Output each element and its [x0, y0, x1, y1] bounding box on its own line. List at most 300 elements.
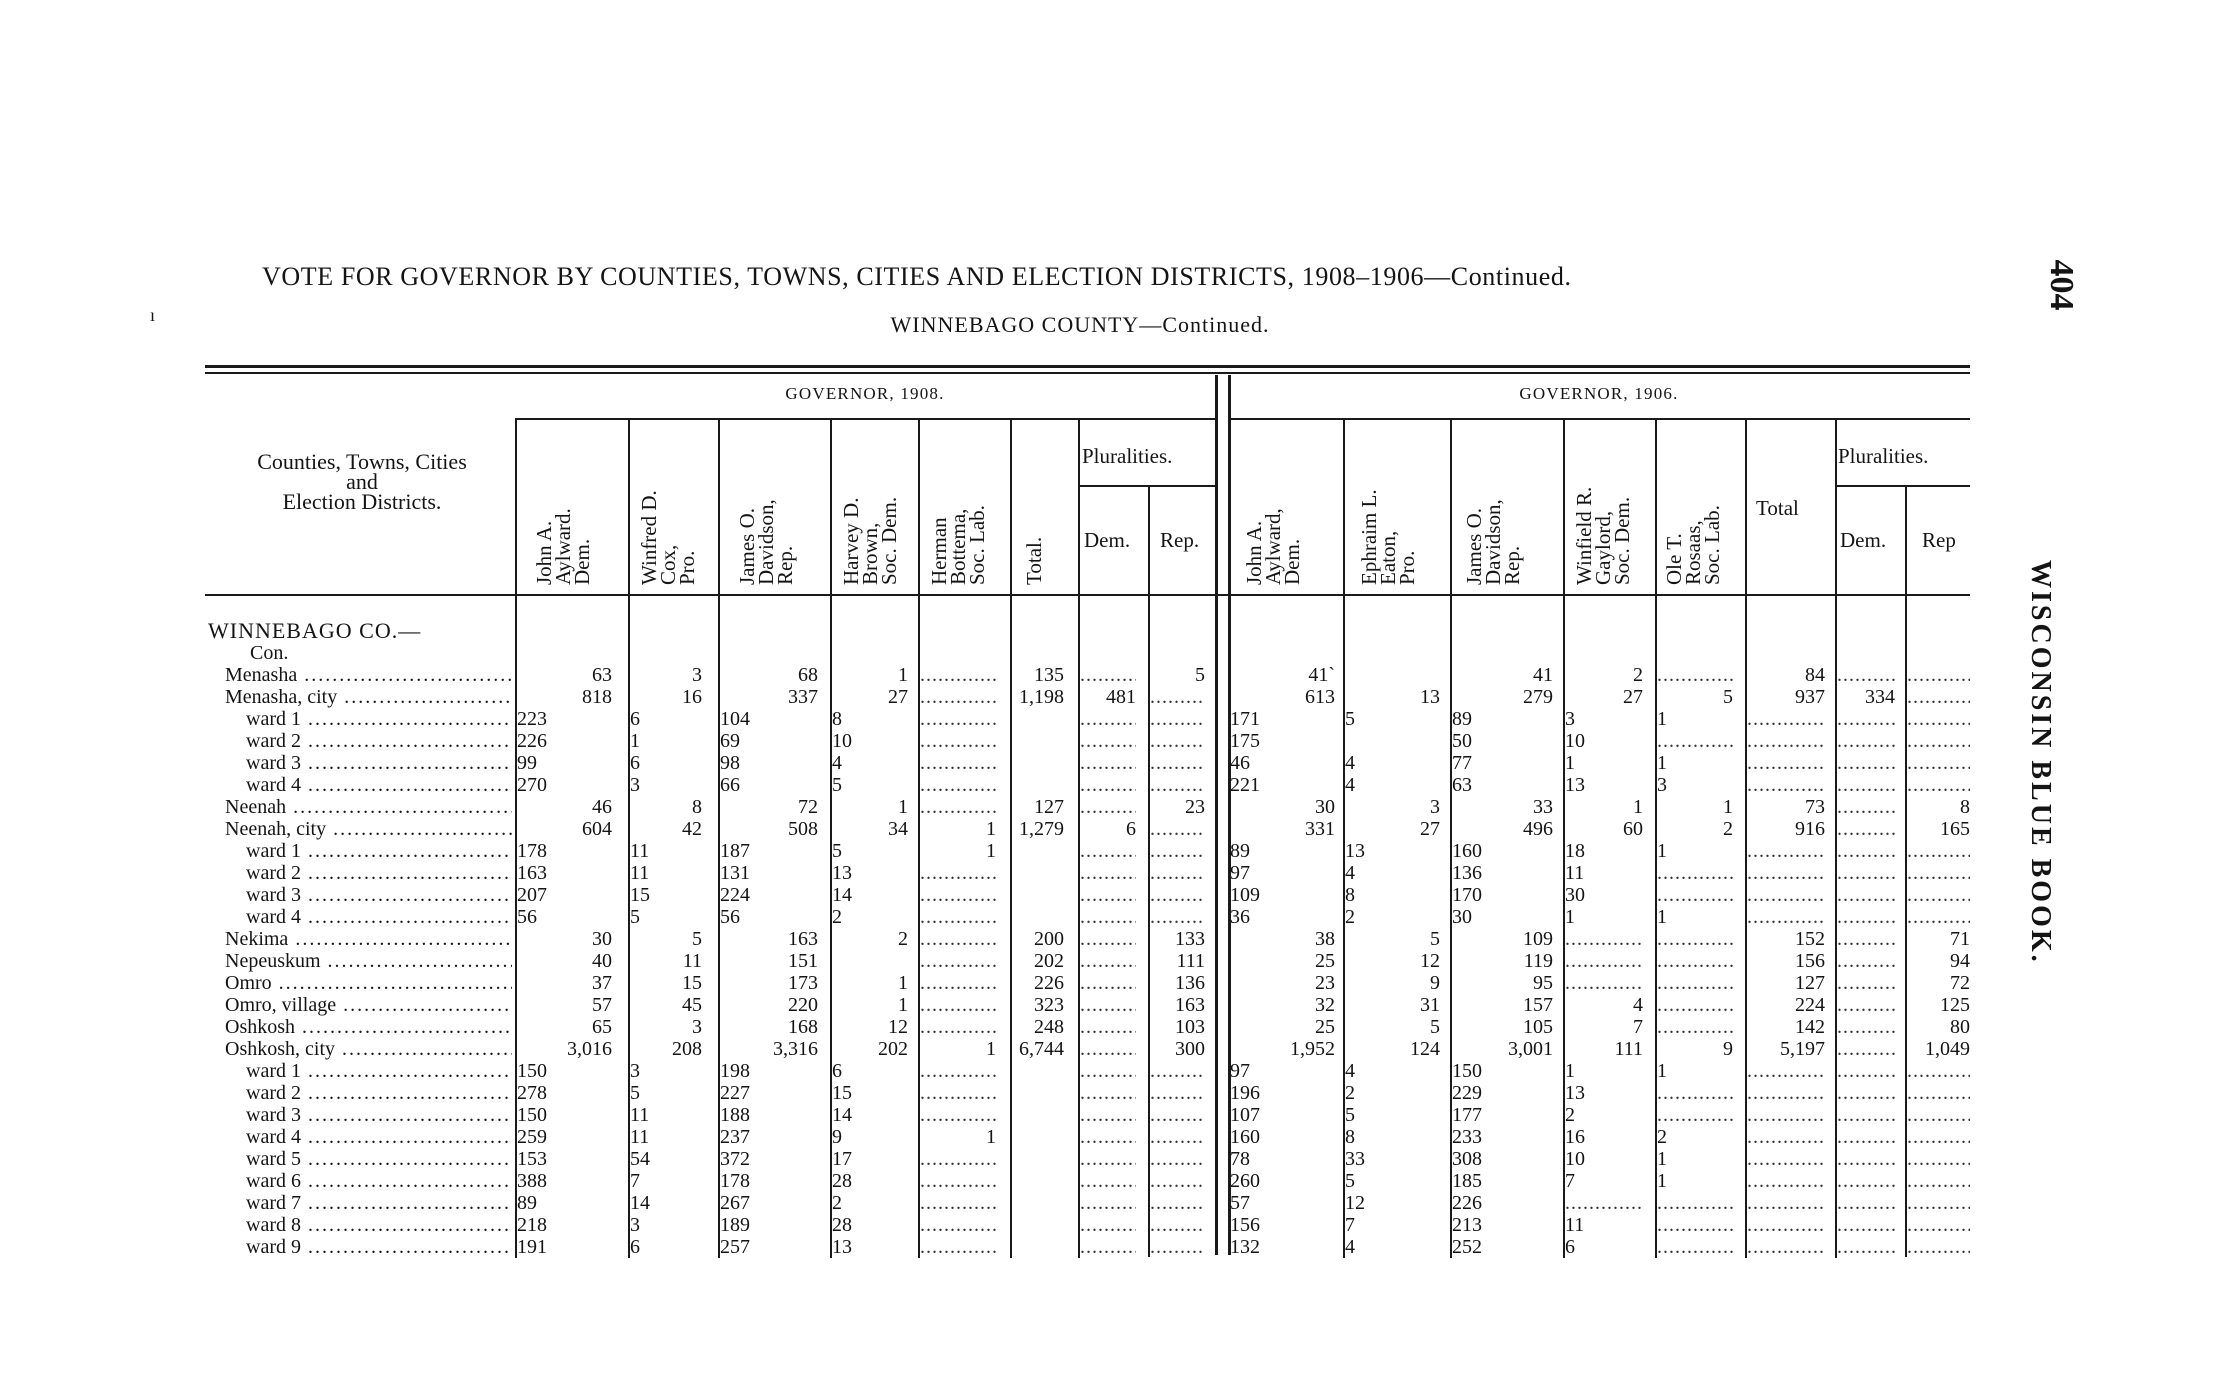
table-cell: 11: [630, 862, 650, 884]
candidate-header-line: James O.: [1462, 508, 1486, 585]
table-cell: [1012, 1082, 1064, 1104]
table-cell: 7: [630, 1170, 640, 1192]
table-cell: 28: [832, 1214, 852, 1236]
candidate-header-line: Pro.: [675, 550, 699, 585]
table-cell: 208: [672, 1038, 702, 1060]
candidate-header-line: Dem.: [1280, 538, 1304, 585]
table-cell: [1080, 730, 1136, 752]
table-cell: 89: [517, 1192, 537, 1214]
rep-header-1906: Rep: [1922, 528, 1956, 552]
table-cell: 32: [1315, 994, 1335, 1016]
table-cell: [1747, 884, 1825, 906]
table-cell: [920, 1104, 996, 1126]
table-cell: 1: [986, 1038, 996, 1060]
table-cell: 136: [1452, 862, 1482, 884]
table-cell: [1345, 664, 1440, 686]
table-cell: 13: [832, 862, 852, 884]
table-cell: [1012, 862, 1064, 884]
candidate-header-line: Davidson,: [754, 499, 778, 585]
table-cell: 105: [1523, 1016, 1553, 1038]
table-cell: [1150, 708, 1205, 730]
table-cell: 3: [630, 1214, 640, 1236]
table-cell: 16: [682, 686, 702, 708]
table-cell: 200: [1034, 928, 1064, 950]
table-cell: 6: [832, 1060, 842, 1082]
table-cell: 1: [1657, 840, 1667, 862]
table-cell: [1837, 1126, 1895, 1148]
table-cell: 1: [898, 994, 908, 1016]
table-cell: 308: [1452, 1148, 1482, 1170]
table-cell: 135: [1034, 664, 1064, 686]
table-cell: [1907, 664, 1970, 686]
table-cell: 916: [1795, 818, 1825, 840]
table-cell: [1657, 928, 1733, 950]
table-cell: 173: [788, 972, 818, 994]
table-cell: 11: [630, 840, 650, 862]
table-cell: 11: [682, 950, 702, 972]
table-cell: [1907, 730, 1970, 752]
table-cell: 2: [832, 1192, 842, 1214]
table-cell: 260: [1230, 1170, 1260, 1192]
top-rule-2: [205, 372, 1970, 374]
table-cell: 202: [878, 1038, 908, 1060]
table-cell: [1747, 708, 1825, 730]
candidate-header-line: Rep.: [1500, 545, 1524, 585]
table-cell: [920, 1170, 996, 1192]
table-cell: 1: [898, 972, 908, 994]
group-header-1908: GOVERNOR, 1908.: [785, 384, 945, 403]
table-cell: 337: [788, 686, 818, 708]
table-cell: 1: [1657, 708, 1667, 730]
table-cell: 131: [720, 862, 750, 884]
table-cell: [1012, 1148, 1064, 1170]
table-row: [0, 1214, 2218, 1236]
table-cell: 13: [832, 1236, 852, 1258]
table-cell: [1150, 884, 1205, 906]
table-cell: [1907, 1060, 1970, 1082]
table-cell: [1080, 906, 1136, 928]
table-cell: 133: [1175, 928, 1205, 950]
table-cell: [1345, 730, 1440, 752]
table-cell: [1747, 1214, 1825, 1236]
candidate-header: [532, 508, 594, 585]
table-cell: [1012, 708, 1064, 730]
table-cell: [1837, 972, 1895, 994]
table-cell: 56: [517, 906, 537, 928]
table-cell: 170: [1452, 884, 1482, 906]
candidate-header: [1572, 486, 1634, 585]
table-cell: 15: [682, 972, 702, 994]
table-cell: 14: [832, 1104, 852, 1126]
table-cell: [1012, 840, 1064, 862]
candidate-header-line: Pro.: [1395, 550, 1419, 585]
table-cell: [1747, 1126, 1825, 1148]
row-label: Nekima .....: [225, 928, 512, 950]
table-cell: [920, 752, 996, 774]
table-cell: [1012, 884, 1064, 906]
table-cell: 227: [720, 1082, 750, 1104]
table-cell: 8: [832, 708, 842, 730]
candidate-header-line: John A.: [1242, 520, 1266, 585]
table-cell: [920, 928, 996, 950]
table-cell: 270: [517, 774, 547, 796]
table-cell: [1747, 774, 1825, 796]
table-cell: 1: [898, 796, 908, 818]
table-cell: 188: [720, 1104, 750, 1126]
table-cell: [1907, 1236, 1970, 1258]
table-cell: 6: [630, 752, 640, 774]
table-cell: [1837, 994, 1895, 1016]
table-cell: 157: [1523, 994, 1553, 1016]
table-cell: 60: [1623, 818, 1643, 840]
table-cell: 323: [1034, 994, 1064, 1016]
table-cell: [1747, 862, 1825, 884]
candidate-header-line: Aylward,: [1261, 508, 1285, 585]
row-label: ward 4 .....: [246, 774, 512, 796]
table-cell: 36: [1230, 906, 1250, 928]
table-row: [0, 950, 2218, 972]
table-row: [0, 1126, 2218, 1148]
table-cell: 8: [1960, 796, 1970, 818]
table-cell: 229: [1452, 1082, 1482, 1104]
table-cell: [1080, 1192, 1136, 1214]
table-cell: 127: [1795, 972, 1825, 994]
table-cell: 6: [630, 1236, 640, 1258]
table-cell: [1080, 796, 1136, 818]
table-cell: [920, 906, 996, 928]
table-cell: 252: [1452, 1236, 1482, 1258]
table-row: [0, 642, 2218, 664]
table-cell: [920, 884, 996, 906]
top-rule: [205, 365, 1970, 368]
table-cell: 3: [1430, 796, 1440, 818]
table-cell: [1747, 906, 1825, 928]
table-cell: [1657, 664, 1733, 686]
table-cell: 604: [582, 818, 612, 840]
table-cell: [1907, 862, 1970, 884]
table-cell: 57: [1230, 1192, 1250, 1214]
table-cell: 1: [1565, 906, 1575, 928]
table-cell: 13: [1420, 686, 1440, 708]
table-row: [0, 818, 2218, 840]
table-cell: 372: [720, 1148, 750, 1170]
table-cell: [1657, 994, 1733, 1016]
table-cell: 1: [1657, 906, 1667, 928]
table-cell: 9: [832, 1126, 842, 1148]
table-cell: 98: [720, 752, 740, 774]
table-cell: [1837, 1104, 1895, 1126]
table-cell: 132: [1230, 1236, 1260, 1258]
table-row: [0, 840, 2218, 862]
row-label: ward 2 .....: [246, 862, 512, 884]
table-cell: 50: [1452, 730, 1472, 752]
table-cell: 171: [1230, 708, 1260, 730]
table-cell: 5: [1195, 664, 1205, 686]
table-cell: 18: [1565, 840, 1585, 862]
candidate-header-line: James O.: [735, 508, 759, 585]
table-cell: 1: [1723, 796, 1733, 818]
table-cell: 6: [1126, 818, 1136, 840]
table-cell: [1907, 884, 1970, 906]
table-cell: 226: [1452, 1192, 1482, 1214]
group-rule-1906: [1228, 418, 1970, 420]
table-cell: 178: [517, 840, 547, 862]
table-cell: 68: [798, 664, 818, 686]
table-cell: 2: [898, 928, 908, 950]
table-cell: [1837, 840, 1895, 862]
table-cell: 33: [1345, 1148, 1365, 1170]
table-cell: [1657, 972, 1733, 994]
row-label: ward 3 .....: [246, 1104, 512, 1126]
table-row: [0, 686, 2218, 708]
table-cell: [1657, 884, 1733, 906]
candidate-header-line: Bottema,: [946, 508, 970, 585]
table-cell: 111: [1614, 1038, 1643, 1060]
table-cell: [1150, 1104, 1205, 1126]
table-cell: [920, 994, 996, 1016]
table-cell: 1,279: [1019, 818, 1064, 840]
table-cell: 78: [1230, 1148, 1250, 1170]
table-cell: [1080, 1214, 1136, 1236]
stub-header-line-2: and: [346, 469, 378, 494]
table-cell: 63: [592, 664, 612, 686]
table-row: [0, 796, 2218, 818]
table-cell: [1837, 1192, 1895, 1214]
table-cell: 111: [1176, 950, 1205, 972]
table-cell: 27: [1420, 818, 1440, 840]
table-cell: [1012, 1060, 1064, 1082]
candidate-header: [1357, 489, 1419, 585]
dem-header-1908: Dem.: [1084, 528, 1131, 552]
table-cell: [920, 774, 996, 796]
table-cell: 163: [1175, 994, 1205, 1016]
table-cell: 45: [682, 994, 702, 1016]
table-cell: [920, 1214, 996, 1236]
table-cell: [1907, 1148, 1970, 1170]
row-label: Oshkosh, city .....: [225, 1038, 512, 1060]
table-cell: 99: [517, 752, 537, 774]
table-cell: 218: [517, 1214, 547, 1236]
table-cell: 223: [517, 708, 547, 730]
pluralities-header-1906: Pluralities.: [1838, 444, 1929, 468]
table-cell: 5: [630, 906, 640, 928]
table-cell: 5: [832, 840, 842, 862]
table-cell: 97: [1230, 1060, 1250, 1082]
table-cell: 1: [1657, 1148, 1667, 1170]
candidate-header-line: Soc. Lab.: [1700, 505, 1724, 585]
table-cell: [1907, 1170, 1970, 1192]
table-cell: 89: [1452, 708, 1472, 730]
table-cell: 109: [1523, 928, 1553, 950]
table-cell: 12: [1345, 1192, 1365, 1214]
table-cell: 334: [1865, 686, 1895, 708]
table-cell: 124: [1410, 1038, 1440, 1060]
table-cell: [1012, 774, 1064, 796]
table-cell: [1837, 1082, 1895, 1104]
table-cell: 15: [832, 1082, 852, 1104]
table-cell: 237: [720, 1126, 750, 1148]
table-cell: [1837, 708, 1895, 730]
table-cell: 72: [1950, 972, 1970, 994]
table-cell: 150: [517, 1060, 547, 1082]
table-cell: 80: [1950, 1016, 1970, 1038]
table-cell: 156: [1230, 1214, 1260, 1236]
table-cell: 42: [682, 818, 702, 840]
total-header-1906: Total: [1756, 496, 1799, 520]
candidate-header: [1462, 499, 1524, 585]
table-cell: [1837, 664, 1895, 686]
table-cell: [920, 1082, 996, 1104]
table-cell: [920, 1236, 996, 1258]
row-label: ward 2 .....: [246, 730, 512, 752]
table-cell: 97: [1230, 862, 1250, 884]
candidate-header-line: Davidson,: [1481, 499, 1505, 585]
table-cell: 267: [720, 1192, 750, 1214]
table-cell: [1907, 906, 1970, 928]
candidate-header-line: Ole T.: [1662, 533, 1686, 585]
table-cell: [1747, 752, 1825, 774]
row-label: ward 1 .....: [246, 1060, 512, 1082]
table-cell: 481: [1106, 686, 1136, 708]
table-cell: [1565, 928, 1643, 950]
table-cell: 5: [1345, 708, 1355, 730]
table-cell: 151: [788, 950, 818, 972]
table-cell: 56: [720, 906, 740, 928]
table-cell: [1150, 752, 1205, 774]
table-cell: [1080, 884, 1136, 906]
table-cell: 5: [692, 928, 702, 950]
table-cell: 153: [517, 1148, 547, 1170]
table-cell: [920, 1192, 996, 1214]
table-cell: 12: [1420, 950, 1440, 972]
table-cell: 279: [1523, 686, 1553, 708]
dem-header-1906: Dem.: [1840, 528, 1887, 552]
table-cell: [1080, 1082, 1136, 1104]
table-cell: 23: [1315, 972, 1335, 994]
table-cell: 10: [1565, 1148, 1585, 1170]
table-cell: [1747, 1236, 1825, 1258]
group-header-1906: GOVERNOR, 1906.: [1519, 384, 1679, 403]
page-title: VOTE FOR GOVERNOR BY COUNTIES, TOWNS, CITIES AND ELECTION DISTRICTS, 1908–1906—Continued.: [262, 262, 1572, 291]
row-label: ward 2 .....: [246, 1082, 512, 1104]
table-cell: 4: [1345, 774, 1355, 796]
table-cell: 1: [986, 818, 996, 840]
table-cell: 69: [720, 730, 740, 752]
table-cell: [1150, 1192, 1205, 1214]
table-cell: [1907, 686, 1970, 708]
table-cell: 2: [1345, 1082, 1355, 1104]
table-cell: 818: [582, 686, 612, 708]
table-cell: 150: [517, 1104, 547, 1126]
table-cell: 226: [517, 730, 547, 752]
table-cell: 1: [1657, 1170, 1667, 1192]
table-cell: [1080, 1016, 1136, 1038]
table-cell: 1: [986, 840, 996, 862]
table-cell: 84: [1805, 664, 1825, 686]
table-cell: [1150, 840, 1205, 862]
table-cell: [1150, 1214, 1205, 1236]
table-cell: 66: [720, 774, 740, 796]
table-cell: 14: [630, 1192, 650, 1214]
table-cell: 224: [1795, 994, 1825, 1016]
table-cell: 13: [1565, 774, 1585, 796]
table-cell: 13: [1345, 840, 1365, 862]
table-cell: [1565, 972, 1643, 994]
table-cell: [1837, 1170, 1895, 1192]
table-cell: 5: [1430, 1016, 1440, 1038]
table-cell: [1907, 840, 1970, 862]
candidate-header: [637, 490, 699, 585]
table-cell: 12: [888, 1016, 908, 1038]
pluralities-header-1908: Pluralities.: [1082, 444, 1173, 468]
table-cell: [1080, 1170, 1136, 1192]
table-cell: 4: [1633, 994, 1643, 1016]
table-cell: 11: [1565, 862, 1585, 884]
table-cell: [1837, 774, 1895, 796]
table-cell: 2: [1565, 1104, 1575, 1126]
candidate-header-line: Harvey D.: [839, 497, 863, 585]
table-row: [0, 774, 2218, 796]
table-cell: 5,197: [1780, 1038, 1825, 1060]
row-label: ward 3 .....: [246, 752, 512, 774]
table-cell: [1012, 1192, 1064, 1214]
table-cell: 41: [1533, 664, 1553, 686]
candidate-header-line: Gaylord,: [1591, 510, 1615, 585]
table-cell: 63: [1452, 774, 1472, 796]
row-label: Menasha, city .....: [225, 686, 512, 708]
table-cell: 165: [1940, 818, 1970, 840]
table-cell: [1657, 1214, 1733, 1236]
table-cell: 331: [1305, 818, 1335, 840]
table-cell: 1: [630, 730, 640, 752]
table-cell: [1012, 906, 1064, 928]
table-cell: [1080, 664, 1136, 686]
table-cell: 3,001: [1508, 1038, 1553, 1060]
table-cell: 27: [888, 686, 908, 708]
table-cell: [1837, 1016, 1895, 1038]
candidate-header: [1022, 536, 1046, 585]
table-cell: [1837, 1060, 1895, 1082]
table-cell: [920, 664, 996, 686]
table-cell: 17: [832, 1148, 852, 1170]
table-cell: 13: [1565, 1082, 1585, 1104]
table-cell: [1150, 906, 1205, 928]
table-cell: [1837, 906, 1895, 928]
candidate-header-line: Soc. Lab.: [965, 505, 989, 585]
table-cell: 136: [1175, 972, 1205, 994]
table-cell: 202: [1034, 950, 1064, 972]
table-cell: 248: [1034, 1016, 1064, 1038]
table-cell: 107: [1230, 1104, 1260, 1126]
table-cell: 109: [1230, 884, 1260, 906]
table-cell: 3: [692, 1016, 702, 1038]
row-label: Omro, village .....: [225, 994, 512, 1016]
table-row: [0, 884, 2218, 906]
candidate-header: [839, 496, 901, 585]
table-cell: [1080, 928, 1136, 950]
table-cell: 6: [1565, 1236, 1575, 1258]
table-row: [0, 1082, 2218, 1104]
stray-mark: ı: [150, 305, 156, 325]
table-cell: [1150, 1082, 1205, 1104]
table-cell: [1837, 796, 1895, 818]
table-cell: 175: [1230, 730, 1260, 752]
table-row: [0, 730, 2218, 752]
table-cell: 25: [1315, 1016, 1335, 1038]
table-cell: 34: [888, 818, 908, 840]
candidate-header-line: Winfield R.: [1572, 486, 1596, 585]
table-cell: 259: [517, 1126, 547, 1148]
